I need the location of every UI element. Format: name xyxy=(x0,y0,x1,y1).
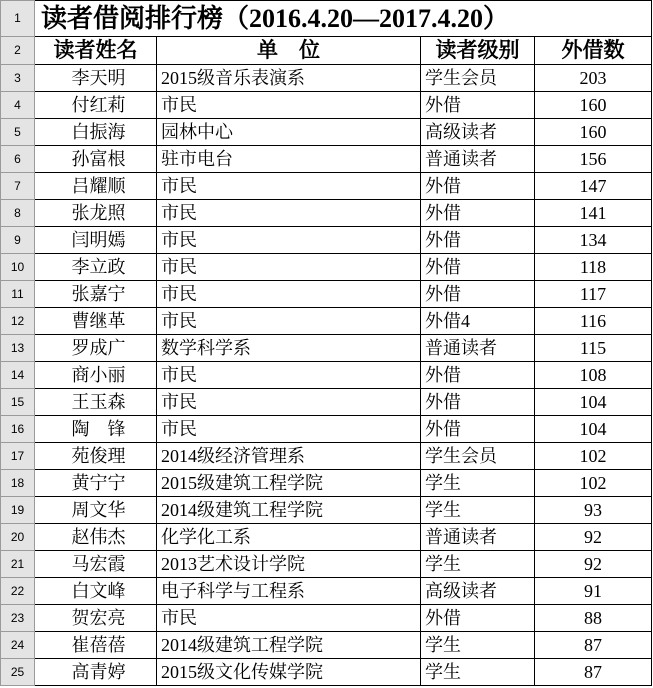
unit-cell[interactable]: 2014级建筑工程学院 xyxy=(157,497,421,524)
table-row xyxy=(1,605,652,632)
table-body xyxy=(1,1,652,686)
reader-level-cell[interactable]: 外借4 xyxy=(421,308,535,335)
reader-name-cell[interactable]: 曹继革 xyxy=(35,308,157,335)
reader-name-cell[interactable]: 白振海 xyxy=(35,119,157,146)
table-row xyxy=(1,389,652,416)
table-row xyxy=(1,416,652,443)
unit-cell[interactable]: 2015级音乐表演系 xyxy=(157,65,421,92)
row-number[interactable]: 10 xyxy=(1,254,35,281)
loan-count-cell[interactable]: 117 xyxy=(535,281,652,308)
reader-name-cell[interactable]: 李天明 xyxy=(35,65,157,92)
reader-level-cell[interactable]: 外借 xyxy=(421,173,535,200)
reader-level-cell[interactable]: 学生 xyxy=(421,659,535,686)
reader-name-cell[interactable]: 白文峰 xyxy=(35,578,157,605)
reader-name-cell[interactable]: 周文华 xyxy=(35,497,157,524)
reader-level-cell[interactable]: 学生会员 xyxy=(421,443,535,470)
header-level[interactable]: 读者级别 xyxy=(421,37,535,65)
table-row xyxy=(1,92,652,119)
row-number[interactable]: 3 xyxy=(1,65,35,92)
row-number[interactable]: 18 xyxy=(1,470,35,497)
loan-count-cell[interactable]: 160 xyxy=(535,119,652,146)
reader-level-cell[interactable]: 外借 xyxy=(421,281,535,308)
table-row xyxy=(1,200,652,227)
unit-cell[interactable]: 化学化工系 xyxy=(157,524,421,551)
row-number[interactable]: 5 xyxy=(1,119,35,146)
loan-count-cell[interactable]: 92 xyxy=(535,524,652,551)
reader-level-cell[interactable]: 学生会员 xyxy=(421,65,535,92)
row-number[interactable]: 21 xyxy=(1,551,35,578)
table-row xyxy=(1,335,652,362)
loan-count-cell[interactable]: 87 xyxy=(535,632,652,659)
unit-cell[interactable]: 2014级建筑工程学院 xyxy=(157,632,421,659)
row-number[interactable]: 1 xyxy=(1,1,35,37)
row-number[interactable]: 19 xyxy=(1,497,35,524)
table-row xyxy=(1,254,652,281)
loan-count-cell[interactable]: 87 xyxy=(535,659,652,686)
loan-count-cell[interactable]: 116 xyxy=(535,308,652,335)
row-number[interactable]: 23 xyxy=(1,605,35,632)
table-row xyxy=(1,551,652,578)
reader-level-cell[interactable]: 外借 xyxy=(421,605,535,632)
row-number[interactable]: 17 xyxy=(1,443,35,470)
unit-cell[interactable]: 市民 xyxy=(157,281,421,308)
table-row xyxy=(1,362,652,389)
unit-cell[interactable]: 市民 xyxy=(157,362,421,389)
reader-level-cell[interactable]: 高级读者 xyxy=(421,578,535,605)
table-row xyxy=(1,659,652,686)
loan-count-cell[interactable]: 118 xyxy=(535,254,652,281)
sheet-title[interactable]: 读者借阅排行榜（2016.4.20—2017.4.20） xyxy=(35,1,652,37)
table-row xyxy=(1,524,652,551)
unit-cell[interactable]: 2014级经济管理系 xyxy=(157,443,421,470)
reader-level-cell[interactable]: 外借 xyxy=(421,254,535,281)
table-row xyxy=(1,65,652,92)
loan-count-cell[interactable]: 102 xyxy=(535,443,652,470)
table-row xyxy=(1,119,652,146)
reader-level-cell[interactable]: 普通读者 xyxy=(421,146,535,173)
row-number[interactable]: 7 xyxy=(1,173,35,200)
reader-level-cell[interactable]: 学生 xyxy=(421,497,535,524)
row-number[interactable]: 25 xyxy=(1,659,35,686)
row-number[interactable]: 2 xyxy=(1,37,35,65)
loan-count-cell[interactable]: 92 xyxy=(535,551,652,578)
table-row xyxy=(1,281,652,308)
reader-name-cell[interactable]: 马宏霞 xyxy=(35,551,157,578)
loan-count-cell[interactable]: 93 xyxy=(535,497,652,524)
row-number[interactable]: 9 xyxy=(1,227,35,254)
loan-count-cell[interactable]: 141 xyxy=(535,200,652,227)
reader-level-cell[interactable]: 外借 xyxy=(421,389,535,416)
reader-name-cell[interactable]: 张龙照 xyxy=(35,200,157,227)
table-row xyxy=(1,470,652,497)
reader-level-cell[interactable]: 普通读者 xyxy=(421,335,535,362)
reader-level-cell[interactable]: 普通读者 xyxy=(421,524,535,551)
unit-cell[interactable]: 2015级建筑工程学院 xyxy=(157,470,421,497)
reader-level-cell[interactable]: 学生 xyxy=(421,632,535,659)
reader-name-cell[interactable]: 孙富根 xyxy=(35,146,157,173)
unit-cell[interactable]: 市民 xyxy=(157,227,421,254)
reader-name-cell[interactable]: 贺宏亮 xyxy=(35,605,157,632)
reader-name-cell[interactable]: 罗成广 xyxy=(35,335,157,362)
table-row xyxy=(1,578,652,605)
reader-name-cell[interactable]: 陶 锋 xyxy=(35,416,157,443)
unit-cell[interactable]: 园林中心 xyxy=(157,119,421,146)
header-name[interactable]: 读者姓名 xyxy=(35,37,157,65)
reader-name-cell[interactable]: 李立政 xyxy=(35,254,157,281)
unit-cell[interactable]: 市民 xyxy=(157,416,421,443)
row-number[interactable]: 24 xyxy=(1,632,35,659)
unit-cell[interactable]: 2013艺术设计学院 xyxy=(157,551,421,578)
reader-level-cell[interactable]: 外借 xyxy=(421,416,535,443)
table-row xyxy=(1,443,652,470)
unit-cell[interactable]: 市民 xyxy=(157,200,421,227)
table-row xyxy=(1,497,652,524)
title-row xyxy=(1,1,652,37)
row-number[interactable]: 6 xyxy=(1,146,35,173)
reader-level-cell[interactable]: 外借 xyxy=(421,362,535,389)
reader-name-cell[interactable]: 王玉森 xyxy=(35,389,157,416)
reader-name-cell[interactable]: 高青婷 xyxy=(35,659,157,686)
loan-count-cell[interactable]: 156 xyxy=(535,146,652,173)
loan-count-cell[interactable]: 104 xyxy=(535,389,652,416)
unit-cell[interactable]: 市民 xyxy=(157,92,421,119)
reader-level-cell[interactable]: 外借 xyxy=(421,200,535,227)
reader-name-cell[interactable]: 苑俊理 xyxy=(35,443,157,470)
loan-count-cell[interactable]: 147 xyxy=(535,173,652,200)
reader-name-cell[interactable]: 商小丽 xyxy=(35,362,157,389)
unit-cell[interactable]: 市民 xyxy=(157,254,421,281)
reader-level-cell[interactable]: 外借 xyxy=(421,92,535,119)
row-number[interactable]: 4 xyxy=(1,92,35,119)
table-row xyxy=(1,227,652,254)
table-row xyxy=(1,146,652,173)
reader-level-cell[interactable]: 学生 xyxy=(421,470,535,497)
loan-count-cell[interactable]: 134 xyxy=(535,227,652,254)
loan-count-cell[interactable]: 160 xyxy=(535,92,652,119)
reader-name-cell[interactable]: 崔蓓蓓 xyxy=(35,632,157,659)
table-row xyxy=(1,173,652,200)
unit-cell[interactable]: 市民 xyxy=(157,389,421,416)
row-number[interactable]: 16 xyxy=(1,416,35,443)
row-number[interactable]: 14 xyxy=(1,362,35,389)
reader-name-cell[interactable]: 付红莉 xyxy=(35,92,157,119)
unit-cell[interactable]: 电子科学与工程系 xyxy=(157,578,421,605)
row-number[interactable]: 12 xyxy=(1,308,35,335)
loan-count-cell[interactable]: 88 xyxy=(535,605,652,632)
row-number[interactable]: 20 xyxy=(1,524,35,551)
reader-level-cell[interactable]: 学生 xyxy=(421,551,535,578)
reader-level-cell[interactable]: 外借 xyxy=(421,227,535,254)
row-number[interactable]: 8 xyxy=(1,200,35,227)
reader-level-cell[interactable]: 高级读者 xyxy=(421,119,535,146)
unit-cell[interactable]: 驻市电台 xyxy=(157,146,421,173)
loan-count-cell[interactable]: 203 xyxy=(535,65,652,92)
unit-cell[interactable]: 2015级文化传媒学院 xyxy=(157,659,421,686)
loan-count-cell[interactable]: 115 xyxy=(535,335,652,362)
reader-name-cell[interactable]: 吕耀顺 xyxy=(35,173,157,200)
reader-name-cell[interactable]: 赵伟杰 xyxy=(35,524,157,551)
header-row xyxy=(1,37,652,65)
loan-count-cell[interactable]: 91 xyxy=(535,578,652,605)
unit-cell[interactable]: 市民 xyxy=(157,308,421,335)
header-unit[interactable]: 单 位 xyxy=(157,37,421,65)
loan-count-cell[interactable]: 108 xyxy=(535,362,652,389)
unit-cell[interactable]: 市民 xyxy=(157,173,421,200)
loan-count-cell[interactable]: 104 xyxy=(535,416,652,443)
reader-name-cell[interactable]: 闫明嫣 xyxy=(35,227,157,254)
table-row xyxy=(1,308,652,335)
table-row xyxy=(1,632,652,659)
unit-cell[interactable]: 市民 xyxy=(157,605,421,632)
loan-count-cell[interactable]: 102 xyxy=(535,470,652,497)
reader-name-cell[interactable]: 黄宁宁 xyxy=(35,470,157,497)
unit-cell[interactable]: 数学科学系 xyxy=(157,335,421,362)
header-count[interactable]: 外借数 xyxy=(535,37,652,65)
row-number[interactable]: 22 xyxy=(1,578,35,605)
row-number[interactable]: 13 xyxy=(1,335,35,362)
row-number[interactable]: 15 xyxy=(1,389,35,416)
row-number[interactable]: 11 xyxy=(1,281,35,308)
reader-name-cell[interactable]: 张嘉宁 xyxy=(35,281,157,308)
